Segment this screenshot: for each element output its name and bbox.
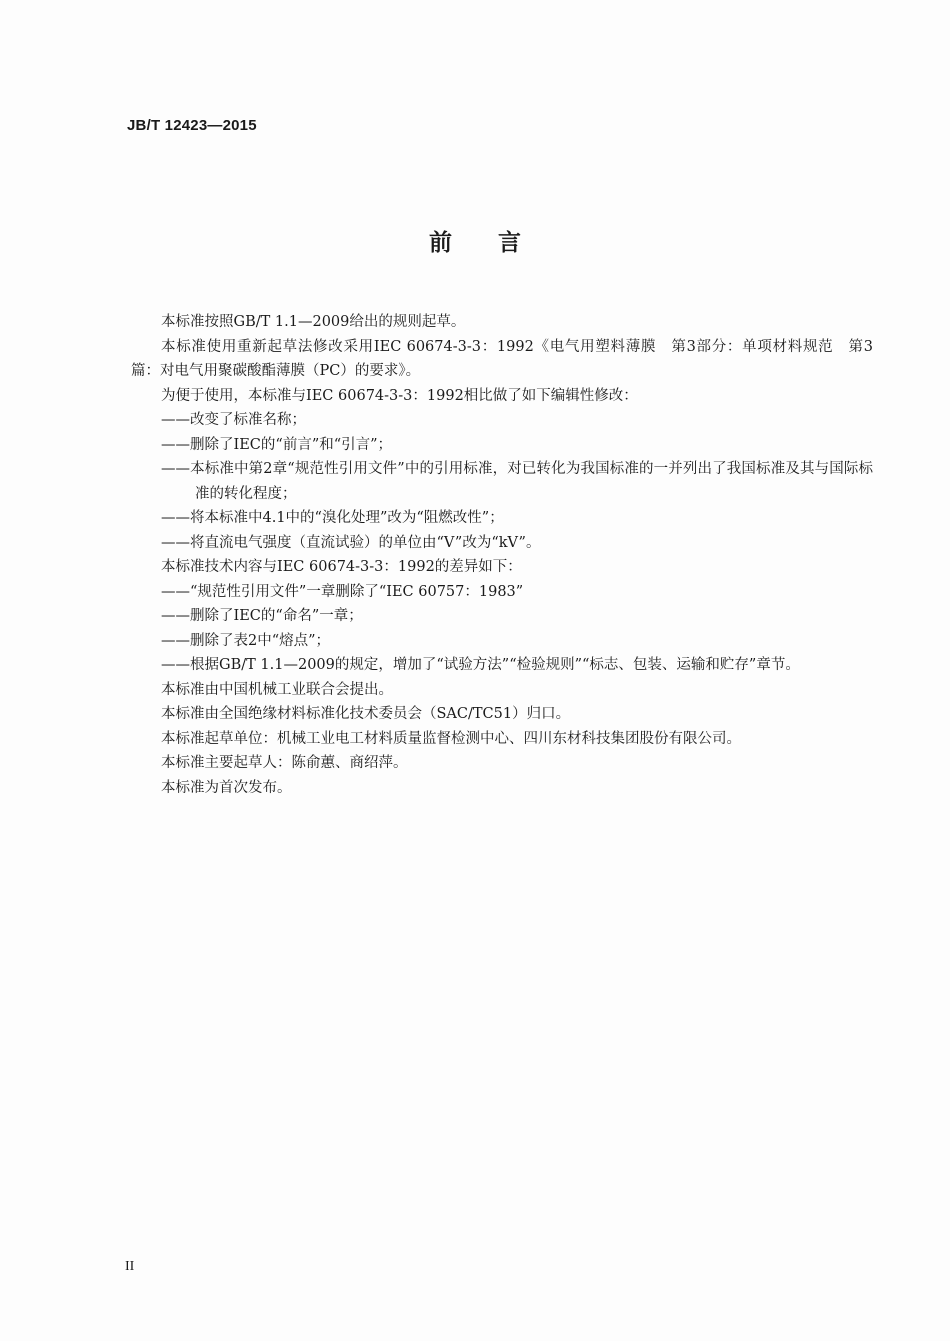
list-item: ——本标准中第2章“规范性引用文件”中的引用标准，对已转化为我国标准的一并列出了我国标准及其与国际标准的转化程度；: [161, 461, 873, 502]
list-item: ——将直流电气强度（直流试验）的单位由“V”改为“kV”。: [161, 534, 541, 551]
paragraph-first-release: 本标准为首次发布。: [161, 779, 292, 796]
paragraph-drafting-units: 本标准起草单位：机械工业电工材料质量监督检测中心、四川东材科技集团股份有限公司。: [161, 730, 741, 747]
paragraph-drafters: 本标准主要起草人：陈俞蕙、商绍萍。: [161, 755, 408, 771]
list-item: ——根据GB/T 1.1—2009的规定，增加了“试验方法”“检验规则”“标志、包装、运输和贮存”章节。: [161, 657, 800, 673]
list-item: ——删除了IEC的“命名”一章；: [161, 608, 363, 624]
list-item: ——删除了IEC的“前言”和“引言”；: [161, 436, 393, 453]
paragraph-adoption: 本标准使用重新起草法修改采用IEC 60674-3-3：1992《电气用塑料薄膜 第3部分：单项材料规范 第3篇：对电气用聚碳酸酯薄膜（PC）的要求》。: [131, 338, 873, 379]
paragraph-technical-differences: 本标准技术内容与IEC 60674-3-3：1992的差异如下：: [161, 559, 522, 575]
list-item: ——“规范性引用文件”一章删除了“IEC 60757：1983”: [161, 583, 524, 600]
list-item: ——将本标准中4.1中的“溴化处理”改为“阻燃改性”；: [161, 510, 504, 526]
paragraph-editorial-intro: 为便于使用，本标准与IEC 60674-3-3：1992相比做了如下编辑性修改：: [161, 387, 638, 404]
paragraph-proposer: 本标准由中国机械工业联合会提出。: [161, 681, 393, 698]
list-item: ——改变了标准名称；: [161, 412, 306, 428]
foreword-body: [131, 310, 873, 800]
paragraph-committee: 本标准由全国绝缘材料标准化技术委员会（SAC/TC51）归口。: [161, 706, 571, 722]
page-title: 前言: [429, 230, 567, 256]
page-number: II: [125, 1259, 135, 1274]
paragraph-drafting-rules: 本标准按照GB/T 1.1—2009给出的规则起草。: [161, 314, 466, 330]
list-item: ——删除了表2中“熔点”；: [161, 632, 331, 649]
standard-code: JB/T 12423—2015: [127, 117, 257, 134]
